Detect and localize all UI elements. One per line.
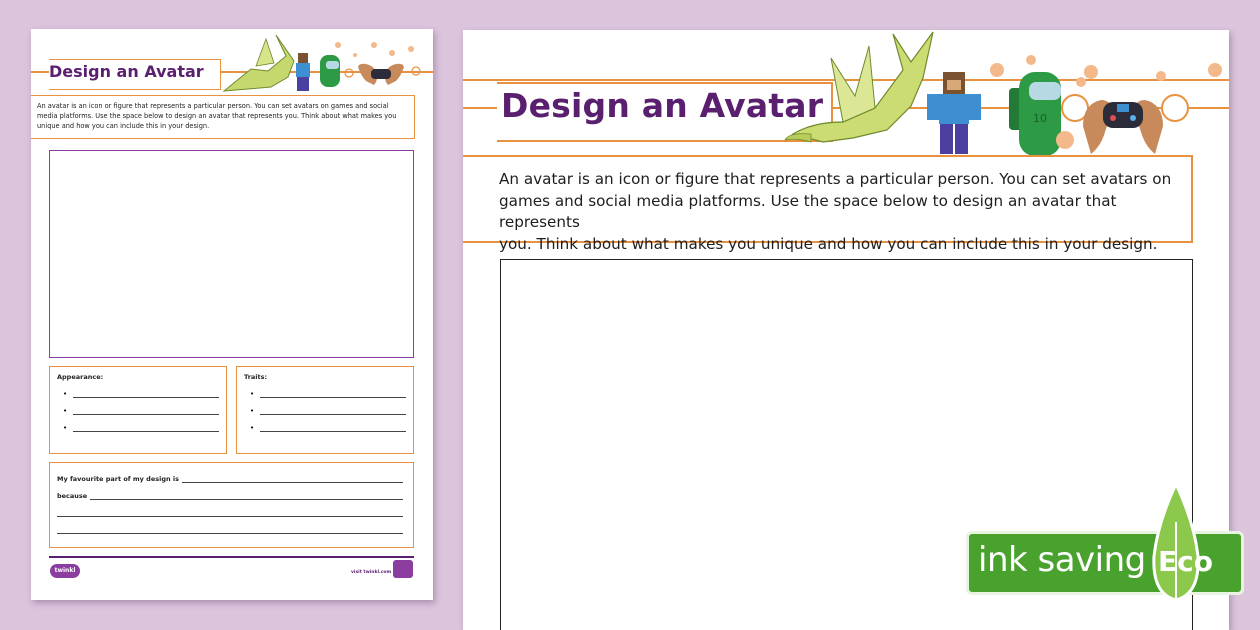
intro-line: games and social media platforms. Use the space below to design an avatar that represents (499, 191, 1117, 231)
write-line (260, 406, 406, 415)
footer-rule (49, 556, 414, 558)
traits-box (236, 366, 414, 454)
write-line (57, 525, 403, 534)
game-controller-illustration (1083, 100, 1163, 154)
list-item (250, 387, 406, 398)
svg-text:10: 10 (1033, 112, 1047, 125)
list-item (63, 421, 219, 432)
worksheet-thumbnail (31, 29, 433, 600)
intro-text: An avatar is an icon or figure that represents a particular person. You can set avatars on games and social media platforms. Use the space below to design an avatar that represents you. Think about what makes you unique and how you can include this in your design. (37, 102, 397, 130)
bullet: • (250, 407, 255, 415)
bullet: • (63, 390, 68, 398)
appearance-label: Appearance: (57, 373, 104, 381)
crewmate-illustration (320, 55, 340, 87)
dragon-illustration (224, 35, 294, 91)
footer-badge-icon (393, 560, 413, 578)
header-illustration (783, 30, 1229, 160)
intro-panel (31, 95, 415, 139)
intro-panel (463, 155, 1193, 253)
visit-text: visit twinkl.com (351, 570, 392, 575)
write-line (182, 474, 403, 483)
write-line (260, 423, 406, 432)
list-item (250, 421, 406, 432)
game-controller-illustration (358, 64, 404, 85)
bullet: • (63, 424, 68, 432)
header-illustration (216, 31, 431, 95)
because-label: because (57, 492, 88, 500)
badge-eco-word: Eco (1158, 545, 1213, 578)
dragon-illustration (785, 32, 933, 142)
blocky-character-illustration (927, 72, 981, 154)
appearance-box (49, 366, 227, 454)
favourite-box (49, 462, 414, 548)
write-line (260, 389, 406, 398)
badge-label: ink saving (978, 540, 1146, 580)
list-item (250, 404, 406, 415)
write-line (57, 508, 403, 517)
intro-line: you. Think about what makes you unique and how you can include this in your design. (499, 234, 1158, 253)
bullet: • (250, 424, 255, 432)
intro-line: An avatar is an icon or figure that represents a particular person. You can set avatars on (499, 170, 1172, 188)
write-line (73, 423, 219, 432)
write-line (90, 491, 403, 500)
traits-label: Traits: (244, 373, 268, 381)
blocky-character-illustration (296, 53, 310, 91)
drawing-area (49, 150, 414, 358)
favourite-prompt: My favourite part of my design is (57, 475, 179, 483)
twinkl-logo: twinkl (50, 564, 80, 578)
write-line (73, 406, 219, 415)
list-item (63, 404, 219, 415)
write-line (73, 389, 219, 398)
ink-saving-badge (966, 482, 1246, 622)
crewmate-illustration (1009, 72, 1061, 156)
worksheet-title: Design an Avatar (501, 86, 824, 125)
bullet: • (63, 407, 68, 415)
list-item (63, 387, 219, 398)
worksheet-title: Design an Avatar (49, 62, 204, 81)
bullet: • (250, 390, 255, 398)
